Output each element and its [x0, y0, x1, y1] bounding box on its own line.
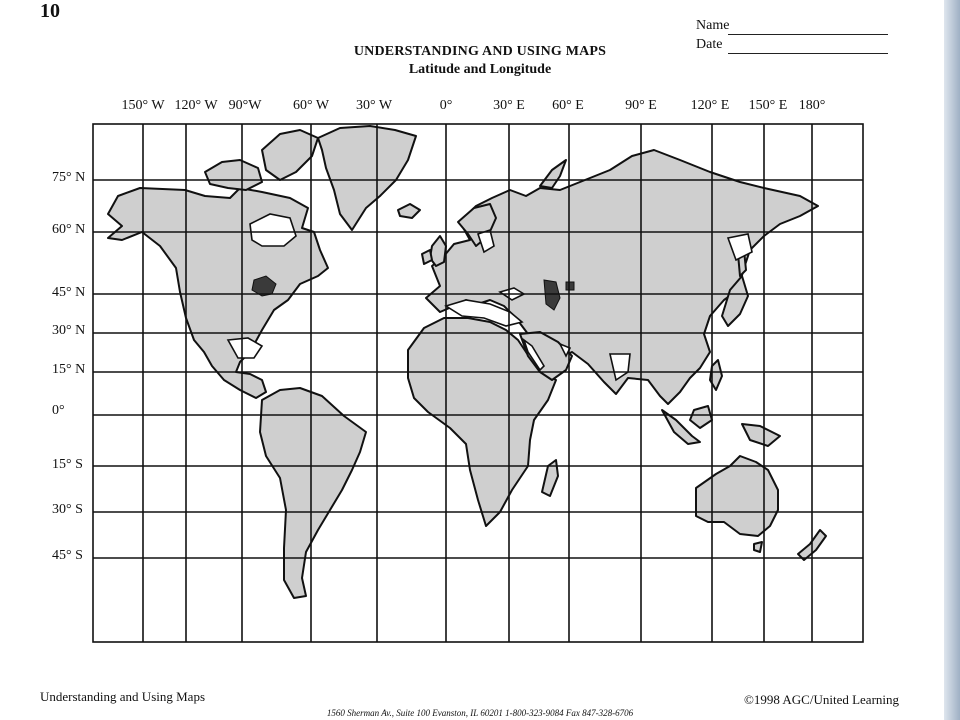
latitude-label-30s: 30° S — [52, 502, 83, 517]
latitude-label-equator: 0° — [52, 403, 65, 418]
landmass-great-britain — [430, 236, 446, 266]
longitude-label-180: 180° — [798, 98, 826, 113]
longitude-label-120e: 120° E — [690, 98, 730, 113]
landmass-south-america — [260, 388, 366, 598]
landmass-arctic-islands — [205, 160, 262, 190]
footer-address: 1560 Sherman Av., Suite 100 Evanston, IL 60201 1-800-323-9084 Fax 847-328-6706 — [326, 708, 634, 718]
landmass-novaya-zemlya — [540, 160, 566, 188]
longitude-label-90w: 90°W — [228, 98, 262, 113]
latitude-label-15s: 15° S — [52, 457, 83, 472]
landmass-australia — [696, 456, 778, 536]
window-edge — [944, 0, 960, 720]
latitude-label-75n: 75° N — [52, 170, 86, 185]
longitude-label-60w: 60° W — [292, 98, 330, 113]
longitude-label-90e: 90° E — [625, 98, 657, 113]
longitude-label-30e: 30° E — [493, 98, 525, 113]
worksheet-subtitle: Latitude and Longitude — [408, 62, 552, 77]
latitude-label-45s: 45° S — [52, 548, 83, 563]
aral-sea — [566, 282, 574, 290]
landmass-ireland — [422, 250, 432, 264]
longitude-label-150e: 150° E — [748, 98, 788, 113]
longitude-label-120w: 120° W — [174, 98, 218, 113]
landmass-iceland — [398, 204, 420, 218]
landmass-tasmania — [754, 542, 762, 552]
landmass-north-america — [108, 188, 328, 398]
longitude-label-150w: 150° W — [121, 98, 165, 113]
latitude-label-45n: 45° N — [52, 285, 86, 300]
longitude-label-0: 0° — [439, 98, 453, 113]
name-label: Name — [696, 18, 730, 33]
landmass-borneo — [690, 406, 712, 428]
landmass-baffin-island — [262, 130, 318, 180]
footer-copyright: ©1998 AGC/United Learning — [744, 692, 900, 707]
longitude-label-60e: 60° E — [552, 98, 584, 113]
longitude-label-30w: 30° W — [355, 98, 393, 113]
footer-series-title: Understanding and Using Maps — [40, 689, 206, 704]
page-number: 10 — [40, 0, 60, 22]
date-label: Date — [696, 37, 723, 52]
latitude-label-30n: 30° N — [52, 323, 86, 338]
landmass-new-guinea — [742, 424, 780, 446]
latitude-label-60n: 60° N — [52, 222, 86, 237]
land-layer — [108, 126, 826, 598]
worksheet-title: UNDERSTANDING AND USING MAPS — [353, 44, 607, 59]
latitude-label-15n: 15° N — [52, 362, 86, 377]
